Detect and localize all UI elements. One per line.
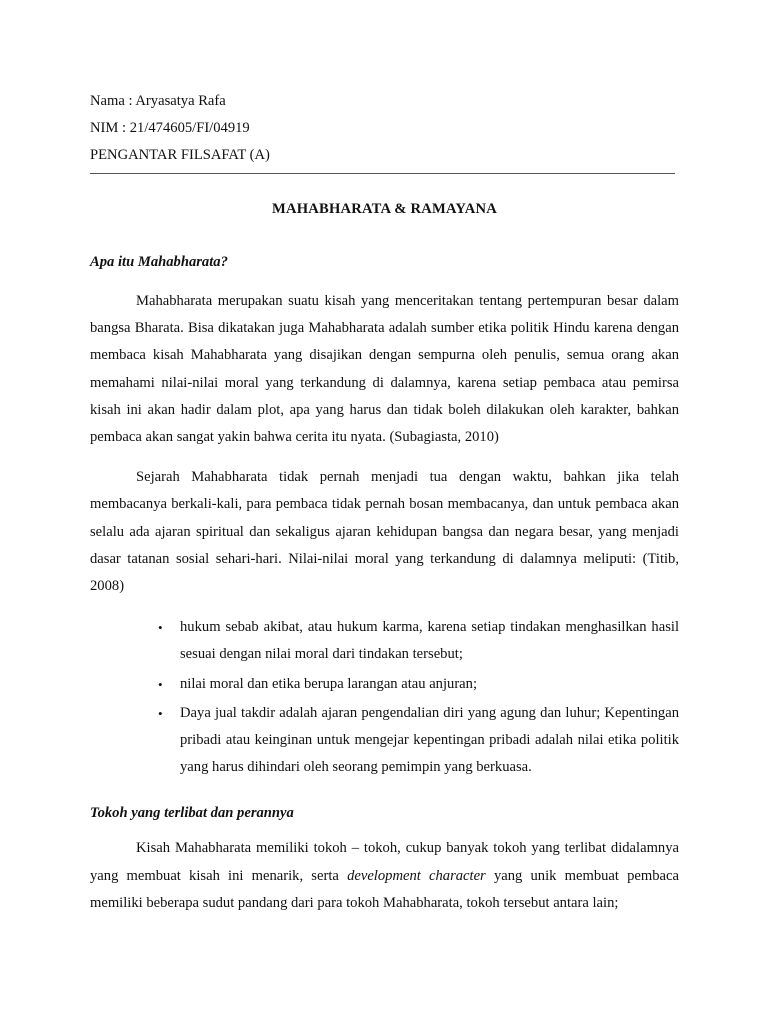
list-item bbox=[158, 671, 679, 698]
section-heading-mahabharata: Apa itu Mahabharata? bbox=[90, 254, 228, 270]
list-item-text: Daya jual takdir adalah ajaran pengendalian diri yang agung dan luhur; Kepentingan pribadi atau keinginan untuk mengejar kepentingan pribadi adalah nilai etika politik yang harus dihindari oleh seorang pemimpin yang berkuasa. bbox=[180, 704, 679, 776]
list-item-text: nilai moral dan etika berupa larangan atau anjuran; bbox=[180, 675, 478, 692]
moral-values-list bbox=[90, 614, 679, 781]
paragraph-history: Sejarah Mahabharata tidak pernah menjadi tua dengan waktu, bahkan jika telah membacanya berkali-kali, para pembaca tidak pernah bosan membacanya, dan untuk pembaca akan selalu ada ajaran spiritual dan sekaligus ajaran kehidupan bangsa dan negara besar, yang menjadi dasar tatanan sosial sehari-hari. Nilai-nilai moral yang terkandung di dalamnya meliputi: (Titib, 2008) bbox=[90, 469, 679, 595]
document-title: MAHABHARATA & RAMAYANA bbox=[272, 201, 497, 217]
header-divider bbox=[90, 173, 675, 174]
list-item-text: hukum sebab akibat, atau hukum karma, karena setiap tindakan menghasilkan hasil sesuai dengan nilai moral dari tindakan tersebut; bbox=[180, 619, 679, 663]
list-item bbox=[158, 700, 679, 782]
paragraph-characters-italic: development character bbox=[347, 867, 486, 884]
student-nim: NIM : 21/474605/FI/04919 bbox=[90, 120, 250, 136]
section-heading-characters: Tokoh yang terlibat dan perannya bbox=[90, 805, 294, 822]
bullet-icon: • bbox=[158, 676, 163, 692]
bullet-icon: • bbox=[158, 620, 163, 636]
course-name: PENGANTAR FILSAFAT (A) bbox=[90, 147, 270, 163]
paragraph-characters-start: Kisah Mahabharata memiliki tokoh – tokoh, cukup banyak tokoh yang terlibat didalamnya yang membuat kisah ini menarik, serta bbox=[90, 840, 679, 884]
student-name: Nama : Aryasatya Rafa bbox=[90, 93, 226, 109]
paragraph-characters bbox=[90, 835, 679, 917]
document-content bbox=[90, 88, 679, 917]
list-item bbox=[158, 614, 679, 668]
bullet-icon: • bbox=[158, 705, 163, 721]
paragraph-intro: Mahabharata merupakan suatu kisah yang menceritakan tentang pertempuran besar dalam bangsa Bharata. Bisa dikatakan juga Mahabharata adalah sumber etika politik Hindu karena dengan membaca kisah Mahabharata yang disajikan dengan sempurna oleh penulis, semua orang akan memahami nilai-nilai moral yang terkandung di dalamnya, karena setiap pembaca atau pemirsa kisah ini akan hadir dalam plot, apa yang harus dan tidak boleh dilakukan oleh karakter, bahkan pembaca akan sangat yakin bahwa cerita itu nyata. (Subagiasta, 2010) bbox=[90, 293, 679, 446]
paragraph-characters-end: yang unik membuat pembaca memiliki beberapa sudut pandang dari para tokoh Mahabharata, tokoh tersebut antara lain; bbox=[90, 867, 679, 911]
